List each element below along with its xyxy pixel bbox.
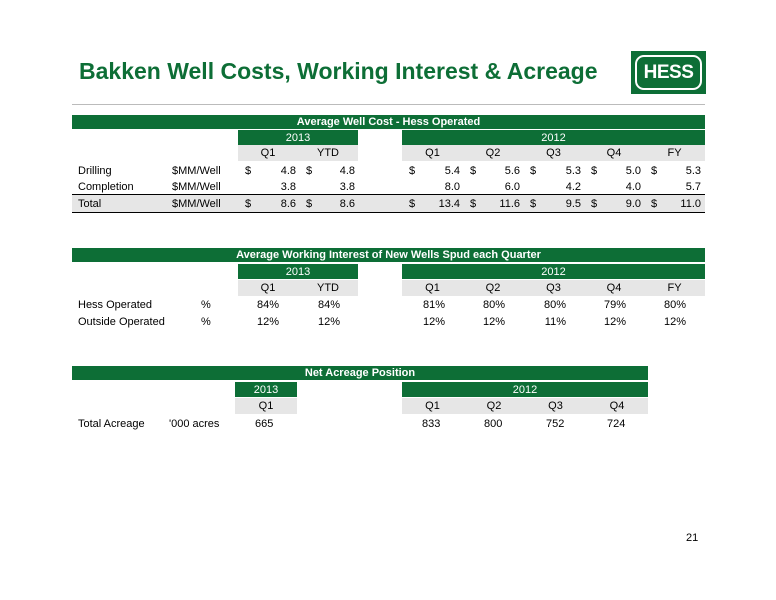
year-2012-header: 2012 bbox=[402, 382, 648, 397]
table-cell: 5.0 bbox=[625, 165, 641, 177]
dollar-sign: $ bbox=[651, 198, 658, 210]
row-label: Completion bbox=[78, 181, 134, 193]
page-title: Bakken Well Costs, Working Interest & Acreage bbox=[79, 58, 598, 84]
col-header: YTD bbox=[298, 280, 358, 296]
table-cell: 6.0 bbox=[504, 181, 520, 193]
table-cell: 5.6 bbox=[504, 165, 520, 177]
hess-logo: HESS bbox=[631, 51, 706, 94]
dollar-sign: $ bbox=[530, 198, 537, 210]
table-cell: 4.8 bbox=[339, 165, 355, 177]
col-header: Q2 bbox=[463, 280, 523, 296]
col-header: Q2 bbox=[463, 398, 525, 414]
row-label: Total bbox=[78, 198, 102, 210]
row-label: Drilling bbox=[78, 165, 112, 177]
table-cell: 3.8 bbox=[280, 181, 296, 193]
table-cell: 80% bbox=[543, 299, 566, 311]
table-cell: 833 bbox=[422, 418, 441, 430]
dollar-sign: $ bbox=[470, 165, 477, 177]
table-cell: 4.8 bbox=[280, 165, 296, 177]
table-cell: 13.4 bbox=[438, 198, 460, 210]
table-cell: 11.6 bbox=[499, 198, 520, 210]
col-header: FY bbox=[644, 145, 705, 161]
dollar-sign: $ bbox=[651, 165, 658, 177]
table-cell: 8.6 bbox=[339, 198, 355, 210]
col-header: Q1 bbox=[238, 280, 298, 296]
dollar-sign: $ bbox=[591, 165, 598, 177]
col-header: Q4 bbox=[584, 145, 644, 161]
table-cell: 5.3 bbox=[685, 165, 701, 177]
dollar-sign: $ bbox=[530, 165, 537, 177]
col-header: Q4 bbox=[586, 398, 648, 414]
row-label: Total Acreage bbox=[78, 418, 145, 430]
working-interest-header: Average Working Interest of New Wells Spud each Quarter bbox=[72, 248, 705, 262]
dollar-sign: $ bbox=[409, 165, 416, 177]
year-2013-header: 2013 bbox=[238, 130, 358, 145]
col-header: Q3 bbox=[525, 398, 586, 414]
table-cell: 724 bbox=[607, 418, 626, 430]
title-divider bbox=[72, 104, 705, 105]
table-cell: 4.0 bbox=[625, 181, 641, 193]
table-cell: 12% bbox=[317, 316, 340, 328]
col-header: Q1 bbox=[402, 145, 463, 161]
row-unit: '000 acres bbox=[169, 418, 220, 430]
table-cell: 81% bbox=[422, 299, 445, 311]
working-interest-table bbox=[72, 248, 705, 338]
table-cell: 5.4 bbox=[444, 165, 460, 177]
table-cell: 752 bbox=[546, 418, 565, 430]
col-header: Q1 bbox=[402, 280, 463, 296]
dollar-sign: $ bbox=[245, 198, 252, 210]
row-unit: % bbox=[201, 299, 211, 311]
table-cell: 4.2 bbox=[565, 181, 581, 193]
table-cell: 12% bbox=[422, 316, 445, 328]
table-cell: 8.6 bbox=[280, 198, 296, 210]
table-cell: 84% bbox=[256, 299, 279, 311]
table-cell: 11% bbox=[544, 316, 566, 328]
row-label: Hess Operated bbox=[78, 299, 152, 311]
row-unit: $MM/Well bbox=[172, 181, 221, 193]
table-cell: 12% bbox=[603, 316, 626, 328]
row-unit: % bbox=[201, 316, 211, 328]
col-header: Q3 bbox=[523, 280, 584, 296]
table-cell: 12% bbox=[482, 316, 505, 328]
table-cell: 665 bbox=[255, 418, 274, 430]
col-header: Q1 bbox=[235, 398, 297, 414]
year-2013-header: 2013 bbox=[238, 264, 358, 279]
table-cell: 9.5 bbox=[565, 198, 581, 210]
year-2012-header: 2012 bbox=[402, 264, 705, 279]
col-header: Q1 bbox=[238, 145, 298, 161]
table-cell: 80% bbox=[663, 299, 686, 311]
acreage-header: Net Acreage Position bbox=[72, 366, 648, 380]
col-header: YTD bbox=[298, 145, 358, 161]
year-2012-header: 2012 bbox=[402, 130, 705, 145]
table-cell: 8.0 bbox=[444, 181, 460, 193]
well-cost-table bbox=[72, 115, 705, 215]
table-cell: 3.8 bbox=[339, 181, 355, 193]
row-unit: $MM/Well bbox=[172, 165, 221, 177]
table-cell: 84% bbox=[317, 299, 340, 311]
dollar-sign: $ bbox=[306, 165, 313, 177]
page-number: 21 bbox=[686, 532, 699, 544]
dollar-sign: $ bbox=[306, 198, 313, 210]
table-cell: 80% bbox=[482, 299, 505, 311]
col-header: FY bbox=[644, 280, 705, 296]
dollar-sign: $ bbox=[409, 198, 416, 210]
table-cell: 5.3 bbox=[565, 165, 581, 177]
year-2013-header: 2013 bbox=[235, 382, 297, 397]
dollar-sign: $ bbox=[470, 198, 477, 210]
col-header: Q3 bbox=[523, 145, 584, 161]
table-cell: 9.0 bbox=[625, 198, 641, 210]
table-cell: 79% bbox=[603, 299, 626, 311]
acreage-table bbox=[72, 366, 648, 436]
table-cell: 800 bbox=[484, 418, 503, 430]
row-unit: $MM/Well bbox=[172, 198, 221, 210]
table-cell: 12% bbox=[256, 316, 279, 328]
dollar-sign: $ bbox=[591, 198, 598, 210]
well-cost-header: Average Well Cost - Hess Operated bbox=[72, 115, 705, 129]
col-header: Q1 bbox=[402, 398, 463, 414]
dollar-sign: $ bbox=[245, 165, 252, 177]
table-cell: 5.7 bbox=[685, 181, 701, 193]
col-header: Q2 bbox=[463, 145, 523, 161]
table-cell: 11.0 bbox=[680, 198, 701, 210]
col-header: Q4 bbox=[584, 280, 644, 296]
row-label: Outside Operated bbox=[78, 316, 165, 328]
table-cell: 12% bbox=[663, 316, 686, 328]
